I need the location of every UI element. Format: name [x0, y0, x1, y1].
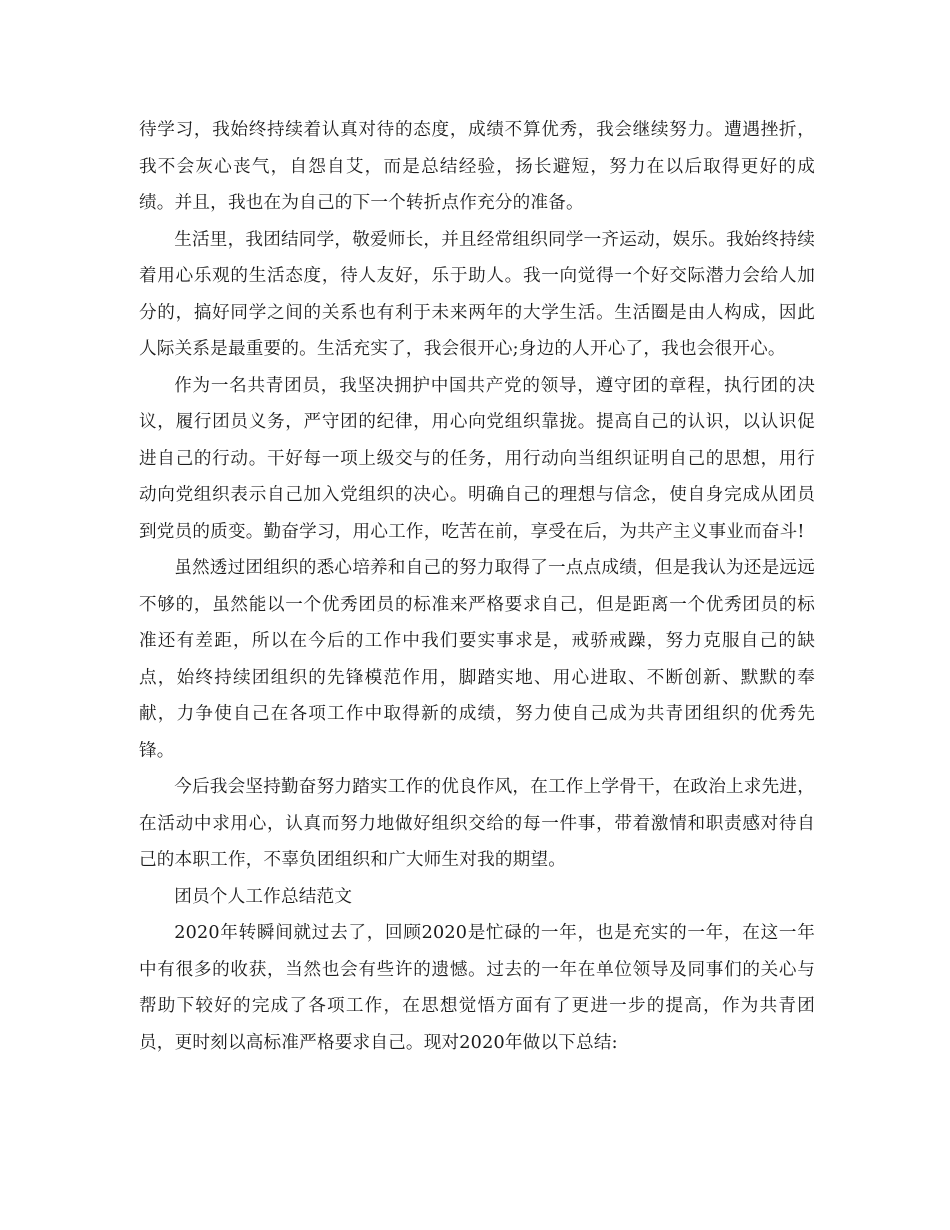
paragraph-shortcomings: 虽然透过团组织的悉心培养和自己的努力取得了一点点成绩，但是我认为还是远远不够的，虽然能以一个优秀团员的标准来严格要求自己，但是距离一个优秀团员的标准还有差距，所以在今后的工作中我们要实事求是，戒骄戒躁，努力克服自己的缺点，始终持续团组织的先锋模范作用，脚踏实地、用心进取、不断创新、默默的奉献，力争使自己在各项工作中取得新的成绩，努力使自己成为共青团组织的优秀先锋。	[139, 558, 815, 761]
paragraph-life: 生活里，我团结同学，敬爱师长，并且经常组织同学一齐运动，娱乐。我始终持续着用心乐观的生活态度，待人友好，乐于助人。我一向觉得一个好交际潜力会给人加分的，搞好同学之间的关系也有利于未来两年的大学生活。生活圈是由人构成，因此人际关系是最重要的。生活充实了，我会很开心;身边的人开心了，我也会很开心。	[139, 229, 815, 359]
paragraph-study-attitude: 待学习，我始终持续着认真对待的态度，成绩不算优秀，我会继续努力。遭遇挫折，我不会灰心丧气，自怨自艾，而是总结经验，扬长避短，努力在以后取得更好的成绩。并且，我也在为自己的下一个转折点作充分的准备。	[139, 120, 815, 213]
paragraph-future-plan: 今后我会坚持勤奋努力踏实工作的优良作风，在工作上学骨干，在政治上求先进，在活动中求用心，认真而努力地做好组织交给的每一件事，带着激情和职责感对待自己的本职工作，不辜负团组织和广大师生对我的期望。	[139, 777, 815, 870]
paragraph-league-member: 作为一名共青团员，我坚决拥护中国共产党的领导，遵守团的章程，执行团的决议，履行团员义务，严守团的纪律，用心向党组织靠拢。提高自己的认识，以认识促进自己的行动。干好每一项上级交与的任务，用行动向当组织证明自己的思想，用行动向党组织表示自己加入党组织的决心。明确自己的理想与信念，使自身完成从团员到党员的质变。勤奋学习，用心工作，吃苦在前，享受在后，为共产主义事业而奋斗!	[139, 375, 815, 542]
document-body	[139, 112, 815, 1061]
section-heading: 团员个人工作总结范文	[174, 886, 353, 907]
paragraph-year-review: 2020年转瞬间就过去了，回顾2020是忙碌的一年，也是充实的一年，在这一年中有很多的收获，当然也会有些许的遗憾。过去的一年在单位领导及同事们的关心与帮助下较好的完成了各项工作，在思想觉悟方面有了更进一步的提高，作为共青团员，更时刻以高标准严格要求自己。现对2020年做以下总结:	[139, 923, 815, 1053]
